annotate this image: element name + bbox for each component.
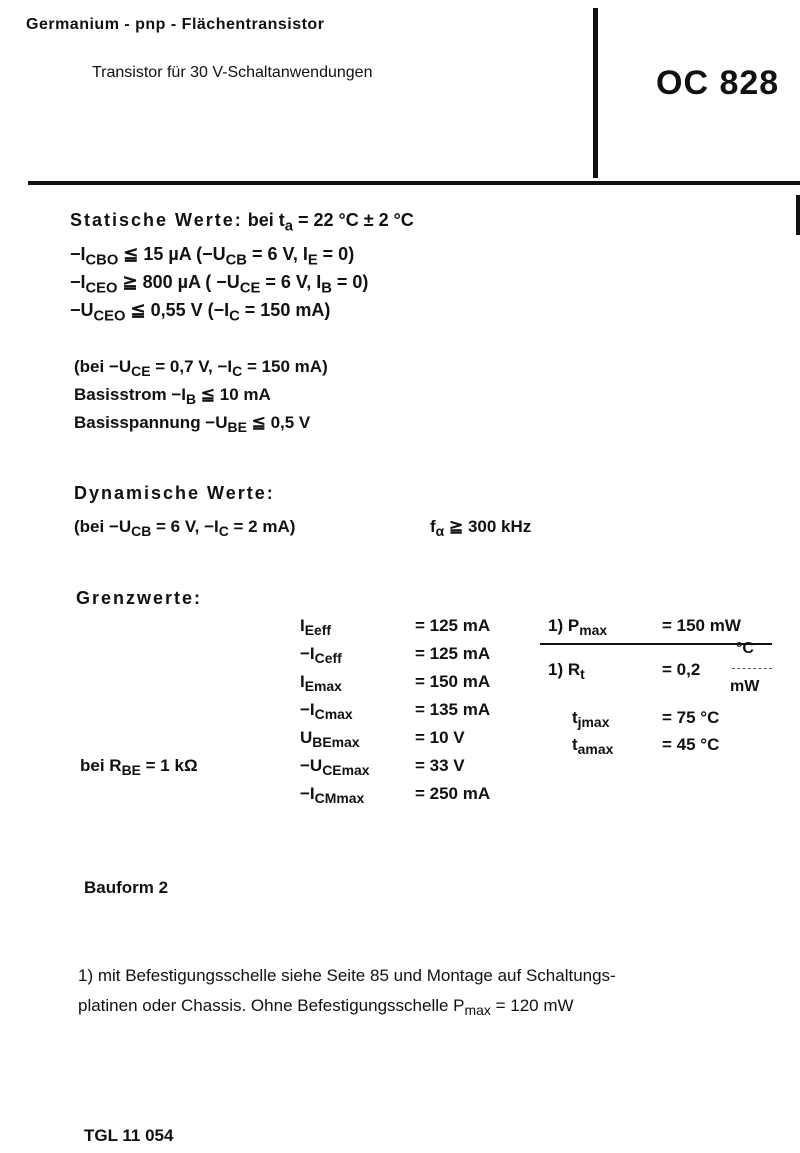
cutoff-frequency: $f_\alpha$ ≧ 300 kHz	[430, 517, 532, 540]
document-subtitle: Transistor für 30 V-Schaltanwendungen	[92, 64, 373, 81]
header-horizontal-divider	[28, 181, 800, 185]
static-line-icbo: $-I_{CBO}$ ≦ 15 µA ($-U_{CB} = 6$ V, $I_E = 0$)	[70, 244, 355, 269]
tjmax-value: = 75 °C	[662, 708, 720, 727]
footnote-line-2: platinen oder Chassis. Ohne Befestigungsschelle $P_{max} = 120$ mW	[78, 996, 574, 1019]
limit-value-iemax: = 150 mA	[415, 672, 491, 691]
rbe-condition: bei $R_{BE} = 1$ kΩ	[80, 756, 198, 779]
static-values-heading: Statische Werte: bei $t_a = 22$ °C ± 2 °C	[70, 210, 414, 235]
limit-symbol-iceff: $-I_{Ceff}$	[300, 644, 342, 667]
limit-symbol-iemax: $I_{Emax}$	[300, 672, 342, 695]
base-current: Basisstrom $-I_B$ ≦ 10 mA	[74, 385, 271, 408]
dynamic-condition: ($bei -U_{CB} = 6$ V, $-I_C = 2$ mA)	[74, 517, 296, 540]
static-line-iceo: $-I_{CEO}$ ≧ 800 µA ( $-U_{CE} = 6$ V, $I_B = 0$)	[70, 272, 369, 297]
rt-unit-fraction-bar	[732, 668, 772, 669]
static-line-uceo: $-U_{CEO}$ ≦ 0,55 V ($-I_C = 150$ mA)	[70, 300, 331, 325]
rt-unit-denominator: mW	[730, 678, 760, 695]
limit-value-ubemax: = 10 V	[415, 728, 465, 747]
document-title: Germanium - pnp - Flächentransistor	[26, 16, 325, 33]
tamax-value: = 45 °C	[662, 735, 720, 754]
limit-value-ucemax: = 33 V	[415, 756, 465, 775]
limit-value-icmax: = 135 mA	[415, 700, 491, 719]
type-number: OC 828	[656, 64, 780, 102]
limit-value-iceff: = 125 mA	[415, 644, 491, 663]
limit-symbol-icmmax: $-I_{CMmax}$	[300, 784, 365, 807]
limit-value-ieeff: = 125 mA	[415, 616, 491, 635]
rt-unit-numerator: °C	[736, 640, 754, 657]
pmax-symbol: 1) $P_{max}$	[548, 616, 608, 639]
footnote-line-1: 1) mit Befestigungsschelle siehe Seite 85 und Montage auf Schaltungs-	[78, 966, 616, 985]
rt-symbol: 1) $R_t$	[548, 660, 585, 683]
standard-number: TGL 11 054	[84, 1126, 174, 1145]
dynamic-values-heading: Dynamische Werte:	[74, 483, 275, 503]
static-condition: ($bei -U_{CE} = 0,7$ V, $-I_C = 150$ mA)	[74, 357, 328, 380]
package-type: Bauform 2	[84, 878, 169, 897]
base-voltage: Basisspannung $-U_{BE}$ ≦ 0,5 V	[74, 413, 311, 436]
pmax-value: = 150 mW	[662, 616, 741, 635]
limit-symbol-ieeff: $I_{Eeff}$	[300, 616, 332, 639]
tamax-symbol: $t_{amax}$	[572, 735, 614, 758]
page-edge-mark	[796, 195, 800, 235]
limit-symbol-ubemax: $U_{BEmax}$	[300, 728, 360, 751]
rt-value: = 0,2	[662, 660, 701, 679]
limit-symbol-icmax: $-I_{Cmax}$	[300, 700, 353, 723]
tjmax-symbol: $t_{jmax}$	[572, 708, 610, 731]
header-vertical-divider	[593, 8, 598, 178]
limit-symbol-ucemax: $-U_{CEmax}$	[300, 756, 370, 779]
limit-values-heading: Grenzwerte:	[76, 588, 203, 608]
limit-value-icmmax: = 250 mA	[415, 784, 491, 803]
